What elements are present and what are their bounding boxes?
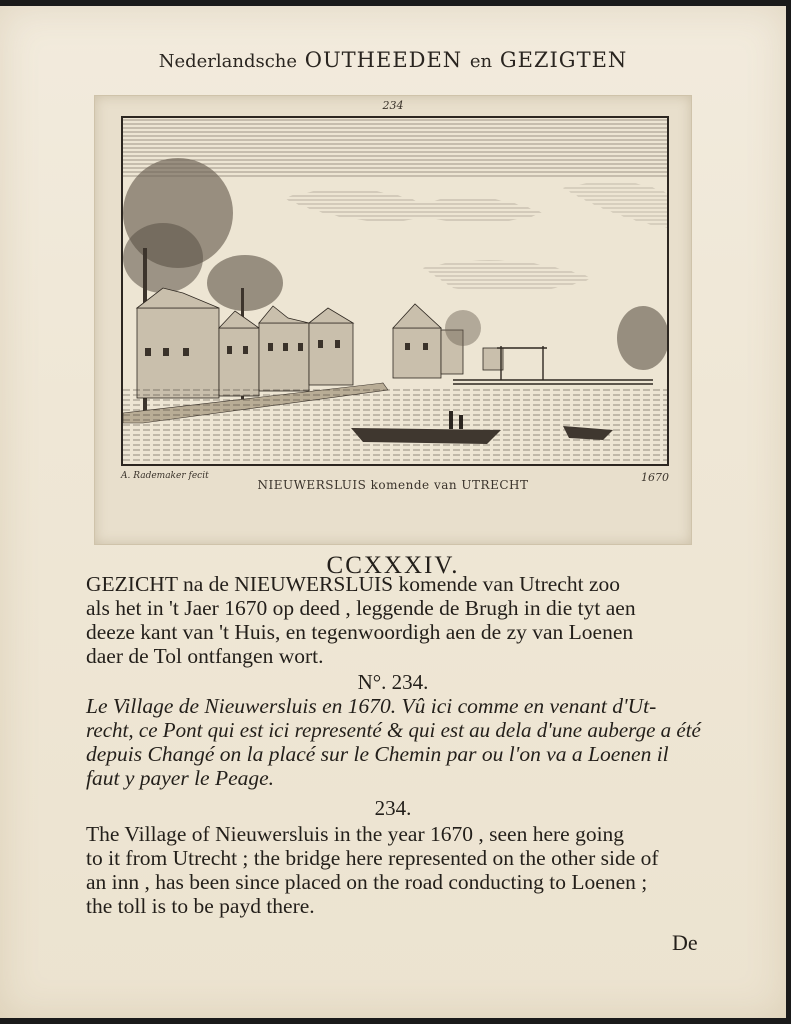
artist-credit: A. Rademaker fecit (121, 471, 209, 481)
engraving-frame (121, 116, 669, 466)
plate-year: 1670 (641, 471, 669, 484)
english-line-3: an inn , has been since placed on the road conducting to Loenen ; (86, 870, 648, 894)
french-line-4: faut y payer le Peage. (86, 766, 275, 790)
header-part-4: GEZIGTEN (499, 48, 628, 72)
header-part-3: en (469, 51, 493, 72)
engraving-picture (123, 118, 667, 464)
dutch-line-4: daer de Tol ontfangen wort. (86, 644, 324, 668)
page-header (0, 48, 786, 72)
catchword: De (672, 930, 698, 955)
engraving-plate (95, 96, 691, 544)
french-heading: N°. 234. (357, 670, 429, 694)
dutch-line-3: deeze kant van 't Huis, en tegenwoordigh aen de zy van Loenen (86, 620, 634, 644)
french-line-2: recht, ce Pont qui est ici representé & qui est au dela d'une auberge a été (86, 718, 701, 742)
plate-title: NIEUWERSLUIS komende van UTRECHT (257, 478, 529, 492)
plate-number: 234 (382, 99, 404, 112)
paper-page (0, 6, 786, 1018)
english-line-1: The Village of Nieuwersluis in the year 1670 , seen here going (86, 822, 625, 846)
french-line-1: Le Village de Nieuwersluis en 1670. Vû ici comme en venant d'Ut- (86, 694, 657, 718)
french-line-3: depuis Changé on la placé sur le Chemin par ou l'on va a Loenen il (86, 742, 669, 766)
dutch-line-1: GEZICHT na de NIEUWERSLUIS komende van Utrecht zoo (86, 572, 620, 596)
entry-numeral: CCXXXIV. (326, 552, 460, 579)
english-line-4: the toll is to be payd there. (86, 894, 315, 918)
dutch-line-2: als het in 't Jaer 1670 op deed , leggende de Brugh in die tyt aen (86, 596, 636, 620)
english-heading: 234. (374, 796, 412, 820)
header-part-1: Nederlandsche (158, 51, 298, 72)
header-part-2: OUTHEEDEN (304, 48, 463, 72)
english-line-2: to it from Utrecht ; the bridge here represented on the other side of (86, 846, 659, 870)
